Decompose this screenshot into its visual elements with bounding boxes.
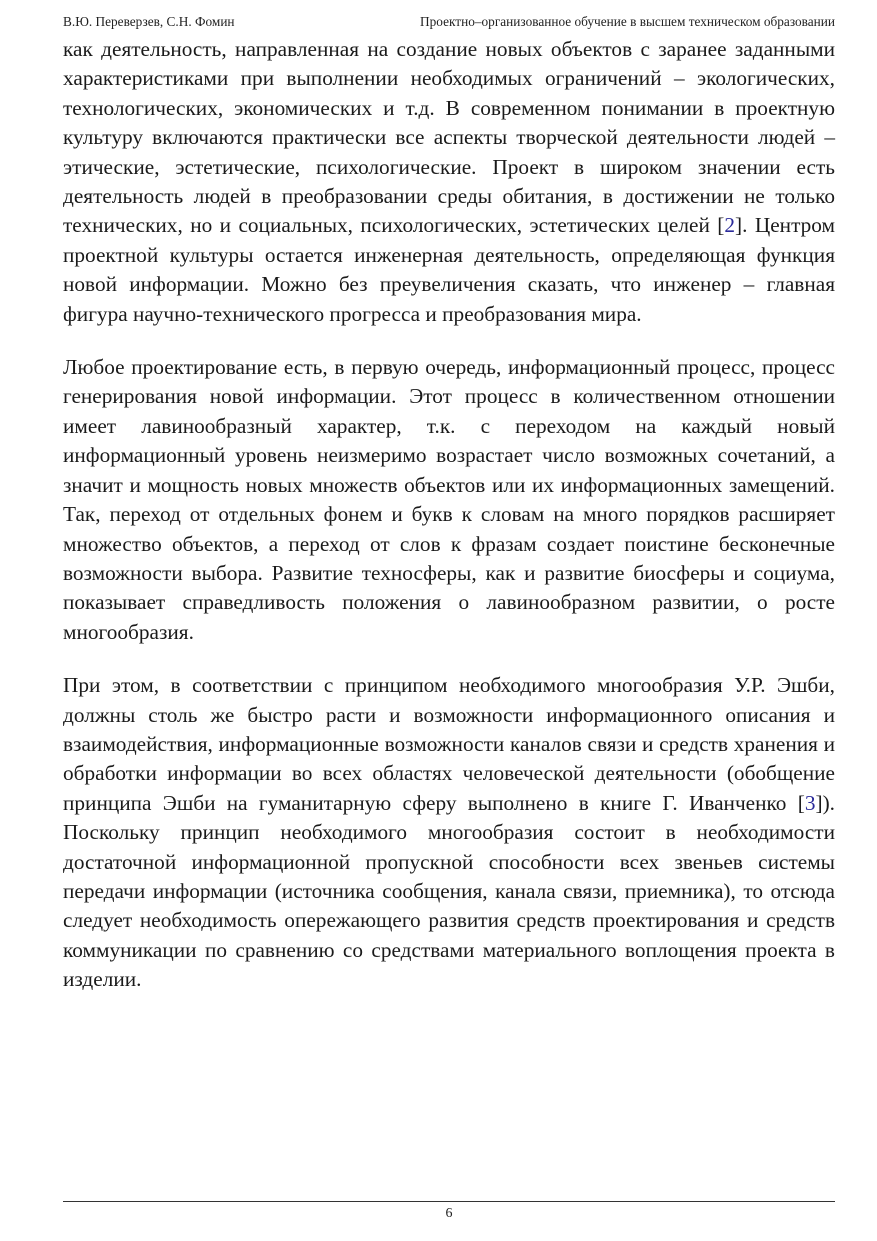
page-number: 6 <box>445 1206 453 1221</box>
citation-link-3[interactable]: 3 <box>804 790 816 815</box>
footer-divider <box>63 1201 835 1202</box>
paragraph-text: как деятельность, направленная на создание новых объектов с заранее заданными характеристиками при выполнении необходимых ограничений – экологических, технологических, экономических и т.д. В современном понимании в проектную культуру включаются практически все аспекты творческой деятельности людей – этические, эстетические, психологические. Проект в широком значении есть деятельность людей в преобразовании среды обитания, в достижении не только технических, но и социальных, психологических, эстетических целей [ <box>63 37 835 238</box>
citation-link-2[interactable]: 2 <box>724 213 736 238</box>
header-title: Проектно–организованное обучение в высшем техническом образовании <box>420 14 835 29</box>
paragraph-1 <box>63 35 835 329</box>
main-content <box>63 35 835 1019</box>
paragraph-text: При этом, в соответствии с принципом необходимого многообразия У.Р. Эшби, должны столь же быстро расти и возможности информационного описания и взаимодействия, информационные возможности каналов связи и средств хранения и обработки информации во всех областях человеческой деятельности (обобщение принципа Эшби на гуманитарную сферу выполнено в книге Г. Иванченко [ <box>63 673 835 815</box>
paragraph-2 <box>63 353 835 647</box>
paragraph-text: ]. Центром проектной культуры остается инженерная деятельность, определяющая функция новой информации. Можно без преувеличения сказать, что инженер – главная фигура научно-технического прогресса и преобразования мира. <box>63 213 836 326</box>
page-header <box>63 14 835 36</box>
paragraph-3 <box>63 671 835 994</box>
paragraph-text: ]). Поскольку принцип необходимого многообразия состоит в необходимости достаточной информационной пропускной способности всех звеньев системы передачи информации (источника сообщения, канала связи, приемника), то отсюда следует необходимость опережающего развития средств проектирования и средств коммуникации по сравнению со средствами материального воплощения проекта в изделии. <box>63 790 835 992</box>
header-authors: В.Ю. Переверзев, С.Н. Фомин <box>63 14 235 29</box>
paragraph-text: Любое проектирование есть, в первую очередь, информационный процесс, процесс генерирования новой информации. Этот процесс в количественном отношении имеет лавинообразный характер, т.к. с переходом на каждый новый информационный уровень неизмеримо возрастает число возможных сочетаний, а значит и мощность новых множеств объектов или их информационных замещений. Так, переход от отдельных фонем и букв к словам на много порядков расширяет множество объектов, а переход от слов к фразам создает поистине бесконечные возможности выбора. Развитие техносферы, как и развитие биосферы и социума, показывает справедливость положения о лавинообразном развитии, о росте многообразия. <box>63 355 835 644</box>
